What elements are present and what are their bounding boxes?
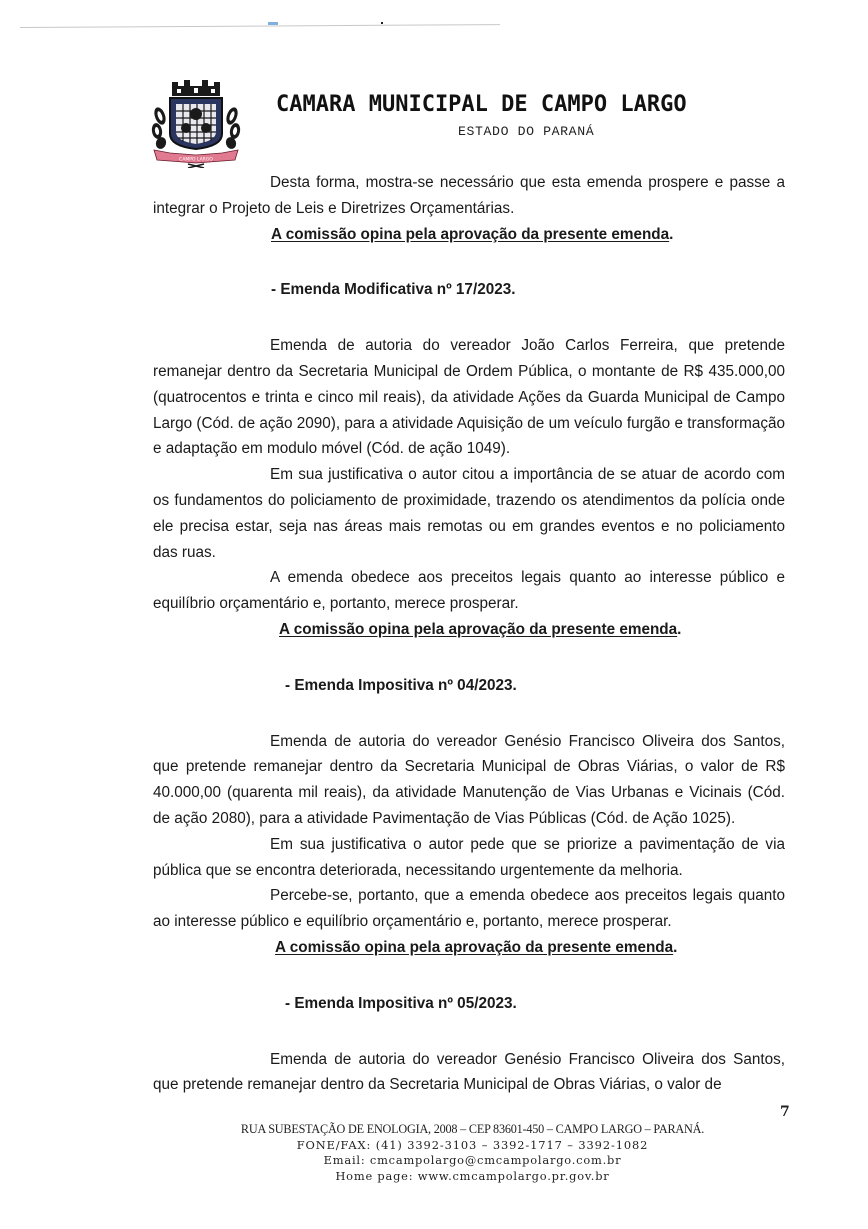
footer-homepage: Home page: www.cmcampolargo.pr.gov.br	[335, 1168, 610, 1183]
page-number: 7	[780, 1104, 790, 1120]
crest-ribbon-text: CAMPO LARGO	[179, 157, 213, 163]
section-heading: - Emenda Modificativa nº 17/2023.	[271, 281, 516, 299]
committee-opinion: A comissão opina pela aprovação da presente emenda.	[279, 620, 682, 638]
coat-of-arms-icon	[150, 76, 242, 168]
section-heading: - Emenda Impositiva nº 04/2023.	[285, 676, 517, 694]
state-name: ESTADO DO PARANÁ	[458, 124, 595, 139]
footer-address: RUA SUBESTAÇÃO DE ENOLOGIA, 2008 – CEP 83601-450 – CAMPO LARGO – PARANÁ.	[240, 1122, 705, 1136]
scan-artifact-dot	[381, 22, 383, 24]
section-heading: - Emenda Impositiva nº 05/2023.	[285, 994, 517, 1012]
section-paragraph: Percebe-se, portanto, que a emenda obedece aos preceitos legais quanto ao interesse público e equilíbrio orçamentário e, portanto, merece prosperar.	[153, 887, 785, 931]
committee-opinion-text: A comissão opina pela aprovação da presente emenda	[279, 620, 678, 638]
intro-paragraph: Desta forma, mostra-se necessário que esta emenda prospere e passe a integrar o Projeto de Leis e Diretrizes Orçamentárias.	[153, 174, 785, 217]
page-footer	[200, 1122, 745, 1184]
section-paragraph: Emenda de autoria do vereador João Carlos Ferreira, que pretende remanejar dentro da Secretaria Municipal de Ordem Pública, o montante de R$ 435.000,00 (quatrocentos e trinta e cinco mil reais), da atividade Ações da Guarda Municipal de Campo Largo (Cód. de ação 2090), para a atividade Aquisição de um veículo furgão e transformação e adaptação em modulo móvel (Cód. de ação 1049).	[153, 337, 785, 458]
footer-email: Email: cmcampolargo@cmcampolargo.com.br	[323, 1153, 622, 1167]
committee-opinion: A comissão opina pela aprovação da presente emenda.	[271, 225, 674, 243]
section-paragraph: A emenda obedece aos preceitos legais quanto ao interesse público e equilíbrio orçamentário e, portanto, merece prosperar.	[153, 569, 785, 613]
committee-opinion: A comissão opina pela aprovação da presente emenda.	[275, 938, 678, 956]
scan-artifact-mark	[268, 22, 278, 25]
section-paragraph: Em sua justificativa o autor pede que se priorize a pavimentação de via pública que se encontra deteriorada, necessitando urgentemente da melhoria.	[153, 835, 785, 879]
committee-opinion-text: A comissão opina pela aprovação da presente emenda	[275, 938, 674, 956]
committee-opinion-text: A comissão opina pela aprovação da presente emenda	[271, 225, 670, 243]
footer-phone: FONE/FAX: (41) 3392-3103 – 3392-1717 – 3392-1082	[296, 1137, 649, 1152]
section-paragraph: Em sua justificativa o autor citou a importância de se atuar de acordo com os fundamentos do policiamento de proximidade, trazendo os atendimentos da polícia onde ele precisa estar, seja nas áreas mais remotas ou em grandes eventos e no policiamento das ruas.	[153, 466, 785, 561]
section-paragraph: Emenda de autoria do vereador Genésio Francisco Oliveira dos Santos, que pretende remanejar dentro da Secretaria Municipal de Obras Viárias, o valor de R$ 40.000,00 (quarenta mil reais), da atividade Manutenção de Vias Urbanas e Vicinais (Cód. de ação 2080), para a atividade Pavimentação de Vias Públicas (Cód. de Ação 1025).	[153, 732, 785, 827]
scan-top-rule	[20, 24, 500, 28]
section-paragraph: Emenda de autoria do vereador Genésio Francisco Oliveira dos Santos, que pretende remanejar dentro da Secretaria Municipal de Obras Viárias, o valor de	[153, 1050, 785, 1094]
institution-name: CAMARA MUNICIPAL DE CAMPO LARGO	[276, 92, 687, 117]
document-body	[153, 170, 785, 1098]
